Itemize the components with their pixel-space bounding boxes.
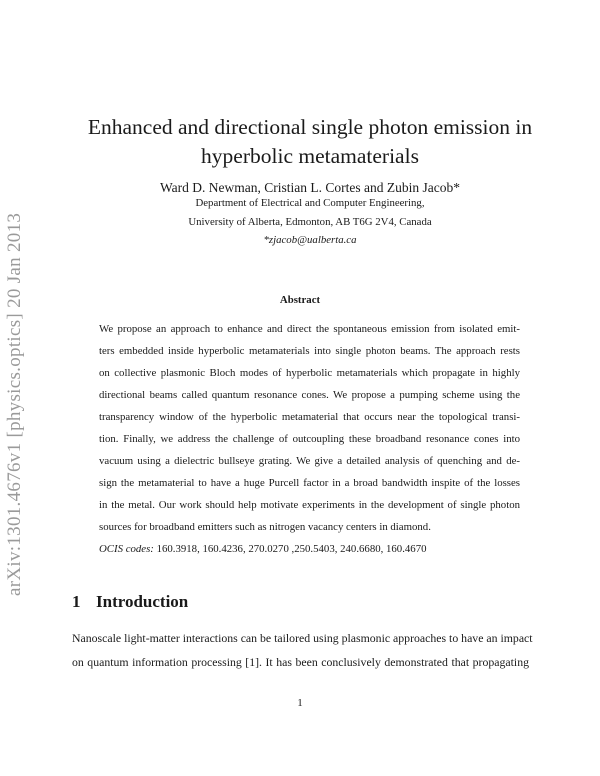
ocis-codes bbox=[99, 543, 520, 556]
section-number: 1 bbox=[72, 592, 81, 611]
section-heading bbox=[72, 592, 188, 612]
affiliation-department: Department of Electrical and Computer Engineering, bbox=[195, 197, 425, 209]
body-text-line: Nanoscale light-matter interactions can be tailored using plasmonic approaches to have an impact bbox=[72, 631, 533, 645]
abstract-line: transparency window of the hyperbolic metamaterial that occurs near the topological transi- bbox=[99, 411, 520, 423]
abstract-line: We propose an approach to enhance and direct the spontaneous emission from isolated emit- bbox=[99, 323, 520, 335]
ocis-label: OCIS codes: bbox=[99, 543, 154, 555]
abstract-line: on collective plasmonic Bloch modes of hyperbolic metamaterials which propagate in highly bbox=[99, 367, 520, 379]
author-list: Ward D. Newman, Cristian L. Cortes and Zubin Jacob* bbox=[160, 180, 460, 195]
abstract-line: sources for broadband emitters such as nitrogen vacancy centers in diamond. bbox=[99, 521, 431, 533]
abstract-line: ters embedded inside hyperbolic metamaterials into single photon beams. The approach rests bbox=[99, 345, 520, 357]
title-line: hyperbolic metamaterials bbox=[201, 144, 419, 168]
corresponding-email: *zjacob@ualberta.ca bbox=[263, 234, 357, 246]
page-number: 1 bbox=[297, 697, 303, 709]
body-text-line: on quantum information processing [1]. It has been conclusively demonstrated that propagating bbox=[72, 655, 529, 669]
abstract-line: directional beams called quantum resonance cones. We propose a pumping scheme using the bbox=[99, 389, 520, 401]
section-title: Introduction bbox=[96, 592, 189, 611]
abstract-line: sign the metamaterial to have a huge Purcell factor in a broad bandwidth inspite of the losses bbox=[99, 477, 520, 489]
ocis-code-list: 160.3918, 160.4236, 270.0270 ,250.5403, 240.6680, 160.4670 bbox=[153, 543, 427, 555]
abstract-heading: Abstract bbox=[279, 294, 321, 306]
abstract-line: vacuum using a dielectric bullseye grating. We give a detailed analysis of quenching and de- bbox=[99, 455, 520, 467]
abstract-line: in the metal. Our work should help motivate experiments in the development of single photon bbox=[99, 499, 520, 511]
arxiv-identifier: arXiv:1301.4676v1 [physics.optics] 20 Jan 2013 bbox=[4, 212, 25, 596]
paper-title bbox=[60, 113, 560, 171]
abstract-line: tion. Finally, we address the challenge of outcoupling these broadband resonance cones into bbox=[99, 433, 520, 445]
title-line: Enhanced and directional single photon emission in bbox=[87, 115, 533, 139]
affiliation-university: University of Alberta, Edmonton, AB T6G 2V4, Canada bbox=[188, 216, 432, 228]
